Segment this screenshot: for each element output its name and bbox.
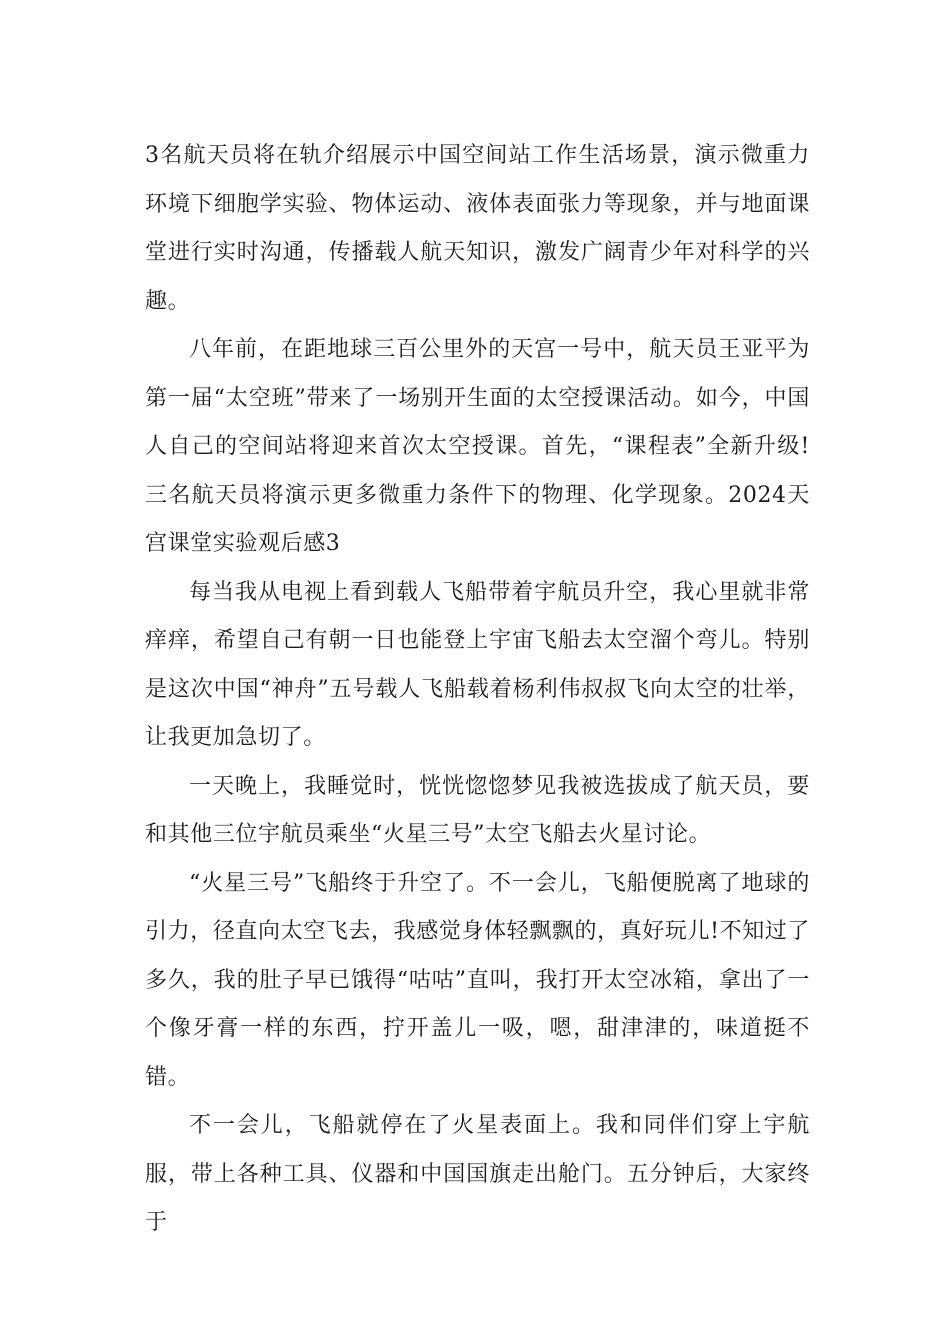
paragraph-4: 一天晚上，我睡觉时，恍恍惚惚梦见我被选拔成了航天员，要和其他三位宇航员乘坐“火星三号”太空飞船去火星讨论。 — [145, 773, 810, 847]
document-body — [145, 132, 810, 1248]
paragraph-6: 不一会儿，飞船就停在了火星表面上。我和同伴们穿上宇航服，带上各种工具、仪器和中国国旗走出舱门。五分钟后，大家终于 — [145, 1113, 810, 1235]
paragraph-5: “火星三号”飞船终于升空了。不一会儿，飞船便脱离了地球的引力，径直向太空飞去，我感觉身体轻飘飘的，真好玩儿!不知过了多久，我的肚子早已饿得“咕咕”直叫，我打开太空冰箱，拿出了一个像牙膏一样的东西，拧开盖儿一吸，嗯，甜津津的，味道挺不错。 — [145, 870, 810, 1090]
paragraph-3: 每当我从电视上看到载人飞船带着宇航员升空，我心里就非常痒痒，希望自己有朝一日也能登上宇宙飞船去太空溜个弯儿。特别是这次中国“神舟”五号载人飞船载着杨利伟叔叔飞向太空的壮举，让我更加急切了。 — [145, 579, 810, 750]
paragraph-2: 八年前，在距地球三百公里外的天宫一号中，航天员王亚平为第一届“太空班”带来了一场别开生面的太空授课活动。如今，中国人自己的空间站将迎来首次太空授课。首先，“课程表”全新升级!三名航天员将演示更多微重力条件下的物理、化学现象。2024天宫课堂实验观后感3 — [145, 337, 810, 556]
paragraph-1: 3名航天员将在轨介绍展示中国空间站工作生活场景，演示微重力环境下细胞学实验、物体运动、液体表面张力等现象，并与地面课堂进行实时沟通，传播载人航天知识，激发广阔青少年对科学的兴趣。 — [145, 143, 810, 314]
